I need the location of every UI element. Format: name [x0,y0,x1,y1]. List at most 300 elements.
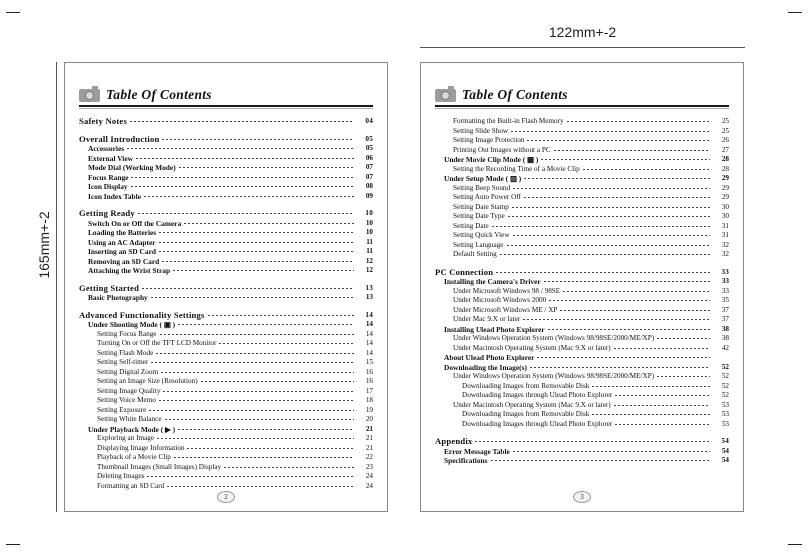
toc-entry-page: 11 [366,237,373,246]
toc-entry-page: 33 [721,286,729,295]
toc-entry-page: 14 [365,329,373,338]
toc-entry-page: 22 [365,453,373,461]
toc-entry [435,165,729,175]
toc-entry [79,247,373,257]
toc-dash-leader [500,254,710,255]
toc-entry-label: Accessories [88,144,125,153]
toc-entry-label: Setting Language [453,240,504,249]
toc-entry-label: Installing Ulead Photo Explorer [444,324,545,334]
page-footer [65,486,387,504]
toc-entry [435,146,729,156]
toc-entry [79,463,373,473]
toc-entry-label: Under Movie Clip Mode ( ▦ ) [444,155,539,164]
toc-entry [435,241,729,251]
toc-dash-leader [657,376,710,377]
toc-entry-page: 12 [365,256,373,265]
toc-entry [79,396,373,406]
toc-entry-label: Setting Voice Memo [97,396,156,404]
toc-entry-page: 14 [365,339,373,347]
toc-dash-leader [614,405,710,406]
toc-dash-leader [138,213,354,214]
toc-entry-label: Setting Date [453,221,489,230]
toc-entry-page: 24 [365,481,373,490]
toc-entry-page: 52 [721,391,729,399]
toc-entry-page: 10 [365,218,373,227]
toc-page-right [420,62,744,512]
toc-entry-label: Downloading Images from Removable Disk [462,410,590,418]
toc-dash-leader [567,121,710,122]
toc-dash-leader [131,186,354,187]
toc-entry [435,136,729,146]
header-rule-shadow [435,108,729,109]
toc-entry-page: 29 [721,183,729,192]
toc-entry [79,117,373,127]
toc-dash-leader [184,223,354,224]
toc-entry-label: Under Playback Mode ( ▶ ) [88,424,176,434]
toc-entry-label: Setting Date Stamp [453,202,509,211]
toc-dash-leader [560,310,710,311]
toc-entry [79,257,373,267]
toc-entry-page: 06 [365,153,373,162]
toc-dash-leader [512,207,710,208]
toc-entry-label: PC Connection [435,266,494,277]
toc-entry-label: Error Message Table [444,446,510,456]
toc-entry-label: Under Windows Operation System (Windows 98/98SE/2000/ME/XP) [453,334,655,342]
toc-dash-leader [187,448,354,449]
toc-entry-label: Downloading Images through Ulead Photo Explorer [462,391,613,399]
toc-dash-leader [548,329,710,330]
page-number-badge: 2 [217,491,235,503]
toc-dash-leader [173,270,354,271]
toc-entry-page: 37 [721,305,729,314]
toc-entry-label: Under Microsoft Windows 98 / 98SE [453,286,561,295]
toc-entry [79,192,373,202]
toc-entry [79,284,373,294]
camera-logo-icon [79,89,100,102]
toc-dash-leader [163,391,354,392]
toc-entry-label: Advanced Functionality Settings [79,309,205,320]
toc-entry-label: Setting White Balance [97,415,162,423]
toc-entry [435,174,729,184]
toc-entry-page: 10 [365,228,373,236]
toc-entry [435,306,729,316]
toc-entry-page: 16 [365,377,373,385]
toc-entry-label: Under Windows Operation System (Windows 98/98SE/2000/ME/XP) [453,372,655,380]
toc-entry [435,344,729,354]
camera-logo-icon [435,89,456,102]
toc-entry [435,437,729,447]
toc-entry-label: Appendix [435,436,473,446]
toc-entry-label: Setting Date Type [453,212,505,220]
toc-dash-leader [530,367,710,368]
toc-entry-label: Setting Auto Power Off [453,193,521,201]
toc-dash-leader [541,159,710,160]
toc-entry-page: 19 [365,405,373,414]
toc-dash-leader [159,400,354,401]
toc-dash-leader [179,167,354,168]
toc-entry-label: Under Microsoft Windows 2000 [453,296,547,304]
toc-dash-leader [592,386,710,387]
toc-entry-page: 54 [721,456,729,464]
toc-dash-leader [162,261,354,262]
left-height-dimension-label: 165mm+-2 [36,211,52,279]
toc-entry-page: 09 [365,191,373,200]
toc-dash-leader [174,457,354,458]
toc-dash-leader [491,460,710,461]
toc-entry-label: Setting Image Protection [453,136,525,144]
toc-entry-label: Playback of a Movie Clip [97,453,171,461]
toc-entry [435,420,729,430]
toc-entry-page: 25 [721,126,729,135]
toc-dash-leader [136,158,354,159]
page-header [79,87,373,103]
toc-dash-leader [131,177,354,178]
toc-entry [435,184,729,194]
toc-entry [79,415,373,425]
toc-entry [79,349,373,359]
header-rule [79,105,373,107]
toc-entry [435,456,729,466]
toc-entry [79,144,373,154]
toc-entry [79,293,373,303]
toc-entry [79,266,373,276]
toc-entry-label: Under Setup Mode ( ▨ ) [444,174,522,183]
toc-entry-label: Under Macintosh Operating System (Mac 9.X or later) [453,400,611,409]
toc-page-left [64,62,388,512]
toc-entry-label: Deleting Images [97,472,145,480]
toc-dash-leader [492,226,710,227]
toc-entry-label: Formatting an SD Card [97,481,165,490]
toc-entry-page: 07 [365,172,373,181]
toc-entry [79,209,373,219]
toc-dash-leader [583,169,710,170]
toc-entries [435,117,729,466]
toc-dash-leader [615,424,710,425]
toc-entry-label: Under Mac 9.X or later [453,315,521,323]
toc-entry-label: Displaying Image Information [97,443,185,452]
toc-entry-page: 23 [365,462,373,471]
toc-entry-label: Overall Introduction [79,133,160,144]
toc-entry [79,163,373,173]
toc-entry [435,334,729,344]
toc-dash-leader [151,297,354,298]
toc-dash-leader [159,251,354,252]
toc-entry-label: Setting Focus Range [97,329,157,338]
toc-entry-page: 31 [721,221,729,230]
toc-dash-leader [127,148,354,149]
top-width-dimension-line [420,47,745,48]
toc-entry-page: 05 [365,144,373,152]
toc-entry [79,453,373,463]
toc-entry-page: 21 [365,434,373,442]
toc-dash-leader [156,353,354,354]
toc-entry-page: 52 [721,362,729,371]
crop-mark-bottom-left [6,544,20,545]
page-footer [421,486,743,504]
toc-dash-leader [523,319,710,320]
toc-entry-page: 33 [721,267,729,276]
toc-entry [79,339,373,349]
header-rule [435,105,729,107]
toc-entry-page: 31 [721,231,729,239]
toc-entry [435,231,729,241]
page-title: Table Of Contents [106,87,212,102]
toc-dash-leader [615,395,710,396]
toc-entry-page: 26 [721,136,729,144]
toc-entry [79,320,373,330]
toc-dash-leader [592,414,710,415]
toc-dash-leader [165,419,354,420]
toc-entry-page: 53 [721,410,729,418]
toc-entry-page: 18 [365,396,373,404]
toc-entry-label: Getting Ready [79,208,135,218]
toc-entries [79,117,373,491]
toc-dash-leader [224,467,354,468]
toc-entry [79,406,373,416]
toc-entry-page: 14 [365,348,373,357]
toc-entry-label: Setting Slide Show [453,126,509,135]
toc-entry-label: Removing an SD Card [88,256,160,266]
toc-entry-label: Setting Beep Sound [453,183,511,192]
toc-entry-page: 17 [365,386,373,395]
toc-entry-label: Setting Image Quality [97,386,161,395]
toc-entry [435,353,729,363]
toc-entry-page: 11 [366,247,373,255]
toc-entry-page: 33 [721,277,729,285]
toc-dash-leader [554,150,710,151]
toc-entry [79,387,373,397]
toc-entry-label: Attaching the Wrist Strap [88,266,171,275]
page-header [435,87,729,103]
toc-dash-leader [160,334,355,335]
toc-entry-page: 15 [365,358,373,366]
toc-dash-leader [549,300,710,301]
toc-entry-label: Under Shooting Mode ( ▣ ) [88,320,176,329]
toc-entry-label: Basic Photography [88,293,148,302]
toc-entry-page: 20 [365,415,373,423]
toc-dash-leader [507,245,711,246]
toc-entry-page: 14 [365,310,373,319]
toc-dash-leader [496,272,710,273]
toc-entry-page: 53 [721,419,729,428]
toc-entry-label: Icon Display [88,182,128,191]
toc-entry [435,287,729,297]
toc-dash-leader [142,288,354,289]
toc-entry [79,238,373,248]
toc-entry-page: 32 [721,240,729,249]
toc-entry [435,401,729,411]
toc-entry-page: 42 [721,343,729,352]
toc-entry-page: 37 [721,315,729,323]
toc-entry [79,425,373,435]
toc-entry-label: Loading the Batteries [88,228,157,237]
toc-entry [79,472,373,482]
toc-entry-page: 38 [721,324,729,333]
toc-entry [435,382,729,392]
toc-entry-label: Under Microsoft Windows ME / XP [453,305,558,314]
toc-entry-label: Switch On or Off the Camera [88,218,182,228]
toc-entry-page: 25 [721,117,729,125]
toc-entry [435,117,729,127]
toc-entry-label: Default Setting [453,250,497,258]
toc-entry-page: 28 [721,155,729,163]
toc-entry-label: Exploring an Image [97,434,155,442]
toc-entry [435,250,729,260]
toc-entry [435,193,729,203]
toc-entry [435,391,729,401]
toc-entry [79,444,373,454]
toc-dash-leader [563,291,710,292]
page-title: Table Of Contents [462,87,568,102]
toc-dash-leader [159,242,354,243]
toc-entry-page: 53 [721,400,729,409]
toc-entry-page: 54 [721,446,729,455]
toc-entry-page: 13 [365,283,373,292]
toc-dash-leader [161,372,354,373]
toc-entry [79,219,373,229]
toc-entry [435,127,729,137]
toc-entry-label: Specifications [444,456,488,465]
toc-entry [435,363,729,373]
toc-dash-leader [513,451,710,452]
toc-dash-leader [147,476,354,477]
toc-entry-page: 52 [721,372,729,380]
crop-mark-bottom-right [788,544,802,545]
toc-entry-page: 16 [365,367,373,376]
toc-entry [79,228,373,238]
toc-entry-label: Under Macintosh Operating System (Mac 9.X or later) [453,343,611,352]
toc-dash-leader [178,324,354,325]
toc-entry-label: Formatting the Built-in Flash Memory [453,117,564,125]
toc-entry-label: Setting Quick View [453,231,510,239]
toc-entry-label: About Ulead Photo Explorer [444,353,535,362]
toc-entry-page: 28 [721,164,729,173]
toc-entry-label: Turning On or Off the TFT LCD Monitor [97,339,217,347]
toc-dash-leader [513,235,710,236]
toc-dash-leader [219,343,354,344]
toc-entry [79,358,373,368]
toc-dash-leader [130,121,354,122]
toc-dash-leader [162,139,354,140]
toc-entry-label: Setting the Recording Time of a Movie Clip [453,164,580,173]
toc-entry-label: Thumbnail Images (Small Images) Display [97,462,222,471]
toc-entry-page: 29 [721,193,729,201]
top-width-dimension-label: 122mm+-2 [548,24,617,40]
toc-dash-leader [144,196,354,197]
toc-entry-page: 30 [721,202,729,211]
toc-dash-leader [544,281,710,282]
toc-entry-label: Inserting an SD Card [88,247,156,256]
toc-entry [435,222,729,232]
toc-dash-leader [657,338,710,339]
toc-entry-label: External View [88,153,133,163]
toc-dash-leader [201,381,354,382]
toc-entry-label: Mode Dial (Working Mode) [88,163,176,172]
toc-entry [435,296,729,306]
toc-entry [435,155,729,165]
toc-entry [79,182,373,192]
toc-entry-label: Setting Exposure [97,405,147,414]
page-number-badge: 3 [573,491,591,503]
toc-entry-page: 54 [721,437,729,445]
toc-entry-label: Downloading Images through Ulead Photo Explorer [462,419,613,428]
toc-dash-leader [524,197,710,198]
toc-dash-leader [157,438,354,439]
toc-dash-leader [208,315,354,316]
toc-entry-label: Setting an Image Size (Resolution) [97,377,198,385]
toc-entry [79,311,373,321]
toc-entry [435,447,729,457]
toc-entry-page: 21 [365,443,373,452]
toc-entry [79,135,373,145]
toc-entry-label: Downloading the Image(s) [444,362,527,372]
toc-entry-page: 38 [721,334,729,342]
crop-mark-top-right [788,12,802,13]
toc-entry [435,410,729,420]
toc-entry-page: 30 [721,212,729,220]
toc-entry-page: 05 [365,134,373,143]
toc-entry-page: 10 [365,209,373,217]
toc-entry-page: 52 [721,381,729,390]
toc-dash-leader [614,348,710,349]
toc-entry-page: 14 [365,320,373,328]
toc-entry-label: Setting Self-timer [97,358,149,366]
toc-dash-leader [537,357,710,358]
toc-entry-page: 08 [365,182,373,190]
toc-entry [435,315,729,325]
toc-entry-label: Using an AC Adapter [88,237,156,247]
toc-entry-page: 35 [721,296,729,304]
toc-entry-label: Downloading Images from Removable Disk [462,381,590,390]
toc-entry [79,434,373,444]
toc-entry [435,203,729,213]
left-height-dimension-line [56,62,57,512]
toc-dash-leader [159,232,354,233]
toc-entry-page: 21 [365,424,373,433]
toc-entry [435,325,729,335]
toc-entry-page: 29 [721,174,729,182]
toc-dash-leader [151,362,354,363]
toc-dash-leader [475,441,710,442]
toc-entry-page: 24 [365,472,373,480]
toc-entry [435,268,729,278]
toc-dash-leader [513,188,710,189]
toc-dash-leader [508,216,710,217]
toc-dash-leader [524,178,710,179]
toc-entry [79,173,373,183]
toc-entry-page: 13 [365,293,373,301]
toc-entry-page: 07 [365,163,373,171]
toc-entry-label: Printing Out Images without a PC [453,145,551,154]
toc-dash-leader [511,131,710,132]
toc-entry [435,277,729,287]
toc-entry-label: Setting Flash Mode [97,348,154,357]
toc-entry-label: Icon Index Table [88,191,141,201]
toc-entry [435,212,729,222]
toc-entry [79,330,373,340]
toc-dash-leader [178,429,354,430]
toc-entry-label: Safety Notes [79,116,127,126]
toc-entry-label: Focus Range [88,172,129,182]
toc-entry [79,368,373,378]
header-rule-shadow [79,108,373,109]
toc-entry-label: Getting Started [79,282,140,293]
toc-entry-label: Setting Digital Zoom [97,367,159,376]
toc-entry [435,372,729,382]
toc-dash-leader [149,410,354,411]
toc-entry-page: 32 [721,250,729,258]
toc-entry [79,154,373,164]
